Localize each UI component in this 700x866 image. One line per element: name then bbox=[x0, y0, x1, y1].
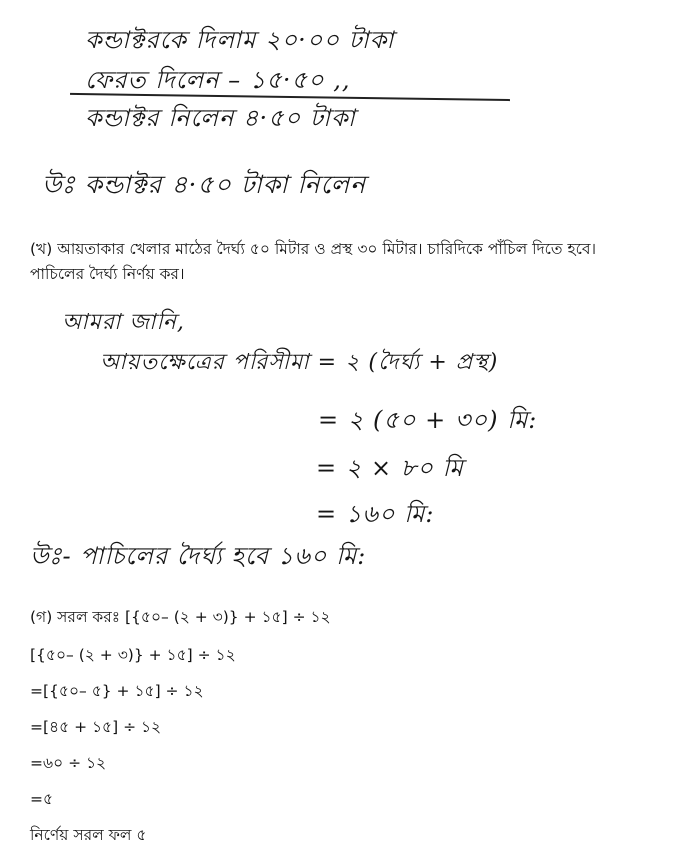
question-ga-title: (গ) সরল করঃ [{৫০– (২ + ৩)} + ১৫] ÷ ১২ bbox=[30, 608, 331, 626]
handwritten-step-2: = ২ × ৮০ মি bbox=[316, 454, 464, 482]
simplify-step-4: =৬০ ÷ ১২ bbox=[30, 754, 107, 772]
handwritten-answer-1: উঃ কন্ডাক্টর ৪·৫০ টাকা নিলেন bbox=[42, 170, 367, 199]
handwritten-we-know: আমরা জানি, bbox=[62, 310, 185, 335]
handwritten-step-3: = ১৬০ মি: bbox=[316, 500, 435, 528]
simplify-step-5: =৫ bbox=[30, 790, 54, 808]
handwritten-answer-2: উঃ- পাচিলের দৈর্ঘ্য হবে ১৬০ মি: bbox=[30, 542, 367, 570]
question-kha-line-1: (খ) আয়তাকার খেলার মাঠের দৈর্ঘ্য ৫০ মিটার ও প্রস্থ ৩০ মিটার। চারিদিকে পাঁচিল দিতে হবে। bbox=[30, 240, 597, 258]
handwritten-perimeter-formula: আয়তক্ষেত্রের পরিসীমা = ২ (দৈর্ঘ্য + প্রস্থ) bbox=[100, 350, 499, 375]
simplify-step-1: [{৫০– (২ + ৩)} + ১৫] ÷ ১২ bbox=[30, 646, 236, 664]
simplify-result: নির্ণেয় সরল ফল ৫ bbox=[30, 826, 147, 844]
simplify-step-3: =[৪৫ + ১৫] ÷ ১২ bbox=[30, 718, 162, 736]
handwritten-returned-line: ফেরত দিলেন – ১৫·৫০ ,, bbox=[85, 66, 351, 94]
handwritten-step-1: = ২ (৫০ + ৩০) মি: bbox=[318, 406, 538, 434]
handwritten-given-line: কন্ডাক্টরকে দিলাম ২০·০০ টাকা bbox=[85, 26, 395, 54]
simplify-step-2: =[{৫০– ৫} + ১৫] ÷ ১২ bbox=[30, 682, 204, 700]
handwritten-taken-line: কন্ডাক্টর নিলেন ৪·৫০ টাকা bbox=[85, 104, 356, 132]
question-kha-line-2: পাচিলের দৈর্ঘ্য নির্ণয় কর। bbox=[30, 265, 185, 283]
